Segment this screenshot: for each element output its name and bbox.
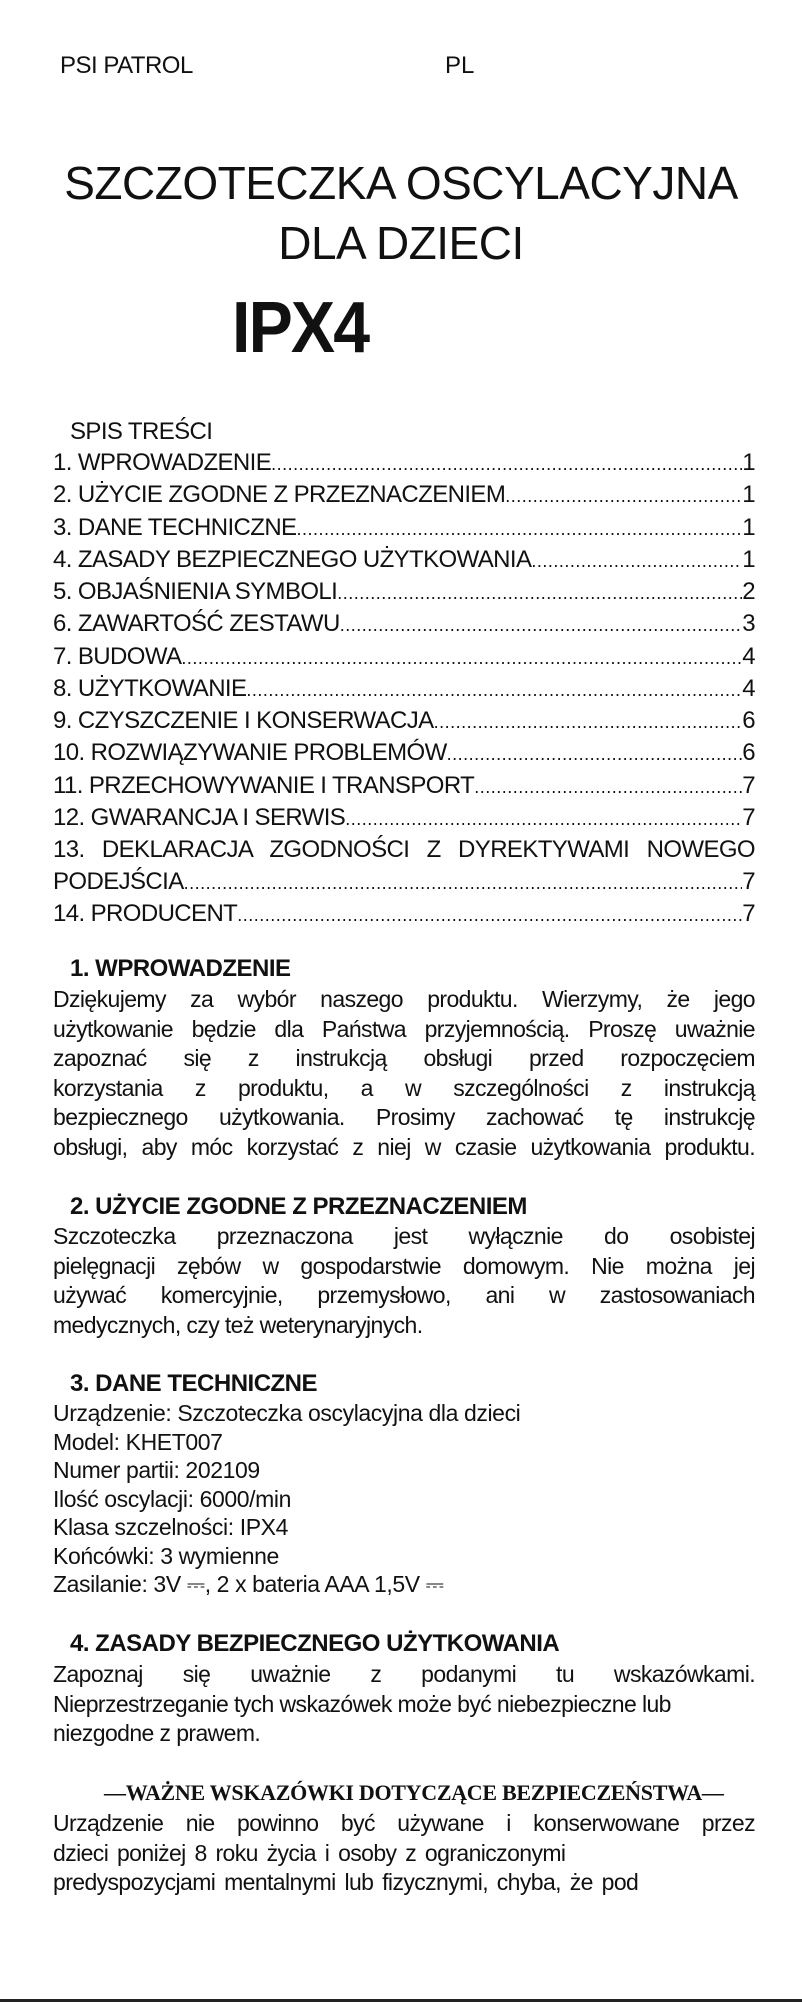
toc-item[interactable]: 13. DEKLARACJA ZGODNOŚCI Z DYREKTYWAMI NOWEGO	[53, 836, 755, 863]
introduction-paragraph: Dziękujemy za wybór naszego produktu. Wierzymy, że jego użytkowanie będzie dla Państwa przyjemnością. Proszę uważnie zapoznać się z instrukcją obsługi przed rozpoczęciem korzystania z produktu, a w szczególności z instrukcją bezpiecznego użytkowania. Prosimy zachować tę instrukcję obsługi, aby móc korzystać z niej w czasie użytkowania produktu.	[53, 986, 755, 1160]
section-heading-introduction: 1. WPROWADZENIE	[70, 955, 291, 982]
spec-device: Urządzenie: Szczoteczka oscylacyjna dla dzieci	[53, 1400, 521, 1426]
toc-page: 1	[742, 514, 755, 541]
intended-use-paragraph: Szczoteczka przeznaczona jest wyłącznie do osobistej pielęgnacji zębów w gospodarstwie domowym. Nie można jej używać komercyjnie, przemysłowo, ani w zastosowaniach medycznych, czy też weterynaryjnych.	[53, 1223, 755, 1338]
toc-page: 3	[742, 610, 755, 637]
toc-item[interactable]: 1. WPROWADZENIE ..... 1	[53, 449, 755, 479]
toc-page: 1	[742, 546, 755, 573]
document-title-line1: SZCZOTECZKA OSCYLACYJNA	[64, 157, 738, 209]
toc-item[interactable]: 4. ZASADY BEZPIECZNEGO UŻYTKOWANIA ..... 1	[53, 546, 755, 576]
toc-item[interactable]: 6. ZAWARTOŚĆ ZESTAWU ..... 3	[53, 610, 755, 640]
toc-page: 7	[742, 900, 755, 927]
spec-oscillations: Ilość oscylacji: 6000/min	[53, 1485, 291, 1512]
ip-rating: IPX4	[232, 288, 369, 368]
toc-page: 6	[742, 707, 755, 734]
toc-item[interactable]: 2. UŻYCIE ZGODNE Z PRZEZNACZENIEM ..... 1	[53, 481, 755, 511]
section-heading-intended-use: 2. UŻYCIE ZGODNE Z PRZEZNACZENIEM	[70, 1193, 527, 1220]
toc-item[interactable]: 11. PRZECHOWYWANIE I TRANSPORT ..... 7	[53, 772, 755, 802]
safety-warning-heading: —WAŻNE WSKAZÓWKI DOTYCZĄCE BEZPIECZEŃSTWA—	[104, 1780, 724, 1805]
toc-item[interactable]: 14. PRODUCENT ..... 7	[53, 900, 755, 930]
toc-page: 1	[742, 449, 755, 476]
toc-item[interactable]: 10. ROZWIĄZYWANIE PROBLEMÓW ..... 6	[53, 739, 755, 769]
toc-page: 6	[742, 739, 755, 766]
toc-item[interactable]: 7. BUDOWA ..... 4	[53, 643, 755, 673]
toc-page: 4	[742, 675, 755, 702]
spec-tips: Końcówki: 3 wymienne	[53, 1542, 279, 1569]
safety-paragraph: Zapoznaj się uważnie z podanymi tu wskazówkami. Nieprzestrzeganie tych wskazówek może być niebezpieczne lub niezgodne z prawem.	[53, 1661, 755, 1746]
document-title-line2: DLA DZIECI	[278, 217, 524, 269]
language-code: PL	[445, 52, 475, 79]
spec-ip-class: Klasa szczelności: IPX4	[53, 1514, 288, 1540]
section-heading-safety: 4. ZASADY BEZPIECZNEGO UŻYTKOWANIA	[70, 1630, 560, 1657]
toc-item[interactable]: 5. OBJAŚNIENIA SYMBOLI ..... 2	[53, 578, 755, 608]
toc-page: 7	[742, 804, 755, 831]
toc-heading: SPIS TREŚCI	[70, 418, 213, 445]
spec-model: Model: KHET007	[53, 1428, 223, 1455]
toc-item[interactable]: 8. UŻYTKOWANIE ..... 4	[53, 675, 755, 705]
toc-page: 2	[742, 578, 755, 605]
safety-warning-paragraph: Urządzenie nie powinno być używane i konserwowane przez dzieci poniżej 8 roku życia i osoby z ograniczonymi predyspozycjami mentalnymi lub fizycznymi, chyba, że pod	[53, 1810, 755, 1895]
toc-item[interactable]: 3. DANE TECHNICZNE ..... 1	[53, 514, 755, 544]
toc-page: 1	[742, 481, 755, 508]
spec-batch-number: Numer partii: 202109	[53, 1457, 260, 1483]
toc-page: 7	[742, 868, 755, 895]
brand-name: PSI PATROL	[60, 52, 193, 79]
spec-power: Zasilanie: 3V ⎓, 2 x bateria AAA 1,5V ⎓	[53, 1571, 444, 1597]
toc-item[interactable]: 12. GWARANCJA I SERWIS ..... 7	[53, 804, 755, 834]
toc-page: 4	[742, 643, 755, 670]
toc-item-continued[interactable]: PODEJŚCIA ..... 7	[53, 868, 755, 898]
technical-specs-list	[53, 1399, 520, 1599]
toc-page: 7	[742, 772, 755, 799]
section-heading-technical-data: 3. DANE TECHNICZNE	[70, 1370, 318, 1397]
toc-item[interactable]: 9. CZYSZCZENIE I KONSERWACJA ..... 6	[53, 707, 755, 737]
